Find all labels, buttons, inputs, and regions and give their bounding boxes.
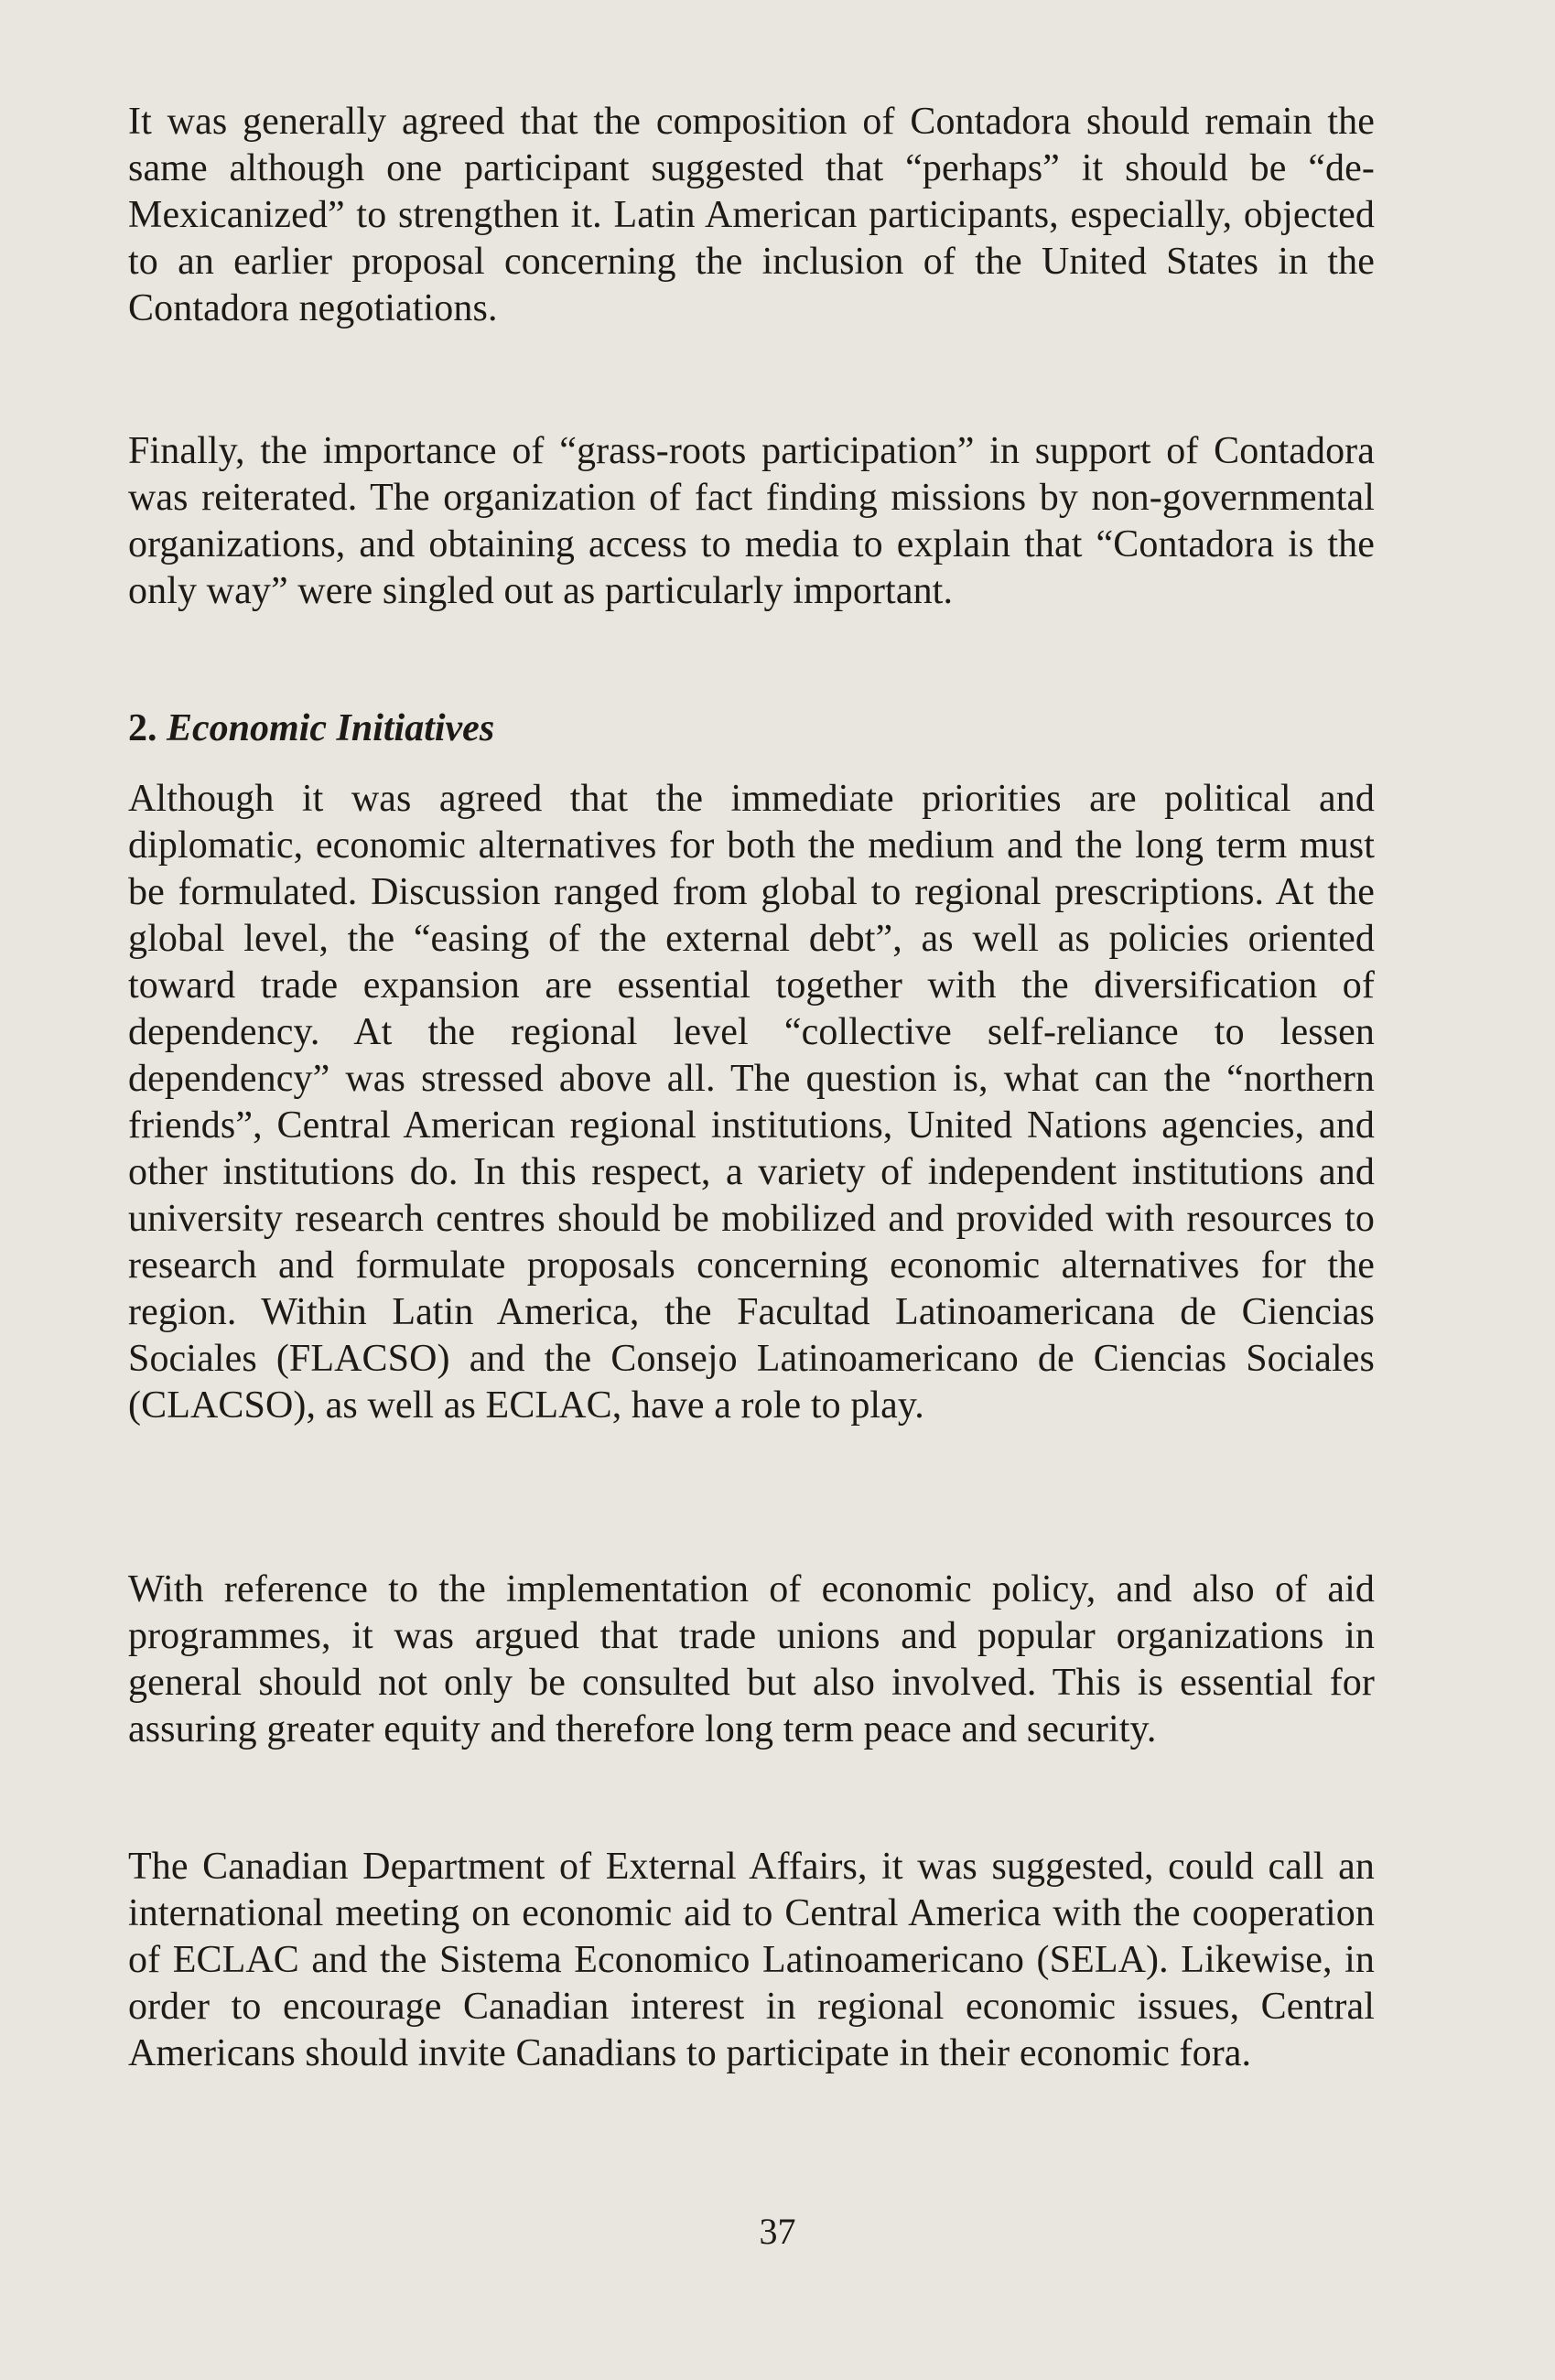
page-number: 37 bbox=[759, 2211, 796, 2252]
section-title: Economic Initiatives bbox=[167, 707, 495, 749]
section-heading bbox=[128, 705, 1375, 752]
paragraph-grass-roots-participation: Finally, the importance of “grass-roots participation” in support of Contadora was reiterated. The organization of fact finding missions by non-governmental organizations, and obtaining access to media to explain that “Contadora is the only way” were singled out as particularly important. bbox=[128, 430, 1375, 612]
section-number: 2. bbox=[128, 707, 157, 749]
paragraph-contadora-composition: It was generally agreed that the composition of Contadora should remain the same although one participant suggested that “perhaps” it should be “de-Mexicanized” to strengthen it. Latin American participants, especially, objected to an earlier proposal concerning the inclusion of the United States in the Contadora negotiations. bbox=[128, 101, 1375, 329]
paragraph-economic-alternatives: Although it was agreed that the immediate priorities are political and diplomatic, economic alternatives for both the medium and the long term must be formulated. Discussion ranged from global to regional prescriptions. At the global level, the “easing of the external debt”, as well as policies oriented toward trade expansion are essential together with the diversification of dependency. At the regional level “collective self-reliance to lessen dependency” was stressed above all. The question is, what can the “northern friends”, Central American regional institutions, United Nations agencies, and other institutions do. In this respect, a variety of independent institutions and university research centres should be mobilized and provided with resources to research and formulate proposals concerning economic alternatives for the region. Within Latin America, the Facultad Latinoamericana de Ciencias Sociales (FLACSO) and the Consejo Latinoamericano de Ciencias Sociales (CLACSO), as well as ECLAC, have a role to play. bbox=[128, 778, 1375, 1427]
paragraph-external-affairs-meeting: The Canadian Department of External Affairs, it was suggested, could call an international meeting on economic aid to Central America with the cooperation of ECLAC and the Sistema Economico Latinoamericano (SELA). Likewise, in order to encourage Canadian interest in regional economic issues, Central Americans should invite Canadians to participate in their economic fora. bbox=[128, 1846, 1375, 2074]
paragraph-economic-policy-implementation: With reference to the implementation of economic policy, and also of aid programmes, it was argued that trade unions and popular organizations in general should not only be consulted but also involved. This is essential for assuring greater equity and therefore long term peace and security. bbox=[128, 1568, 1375, 1750]
